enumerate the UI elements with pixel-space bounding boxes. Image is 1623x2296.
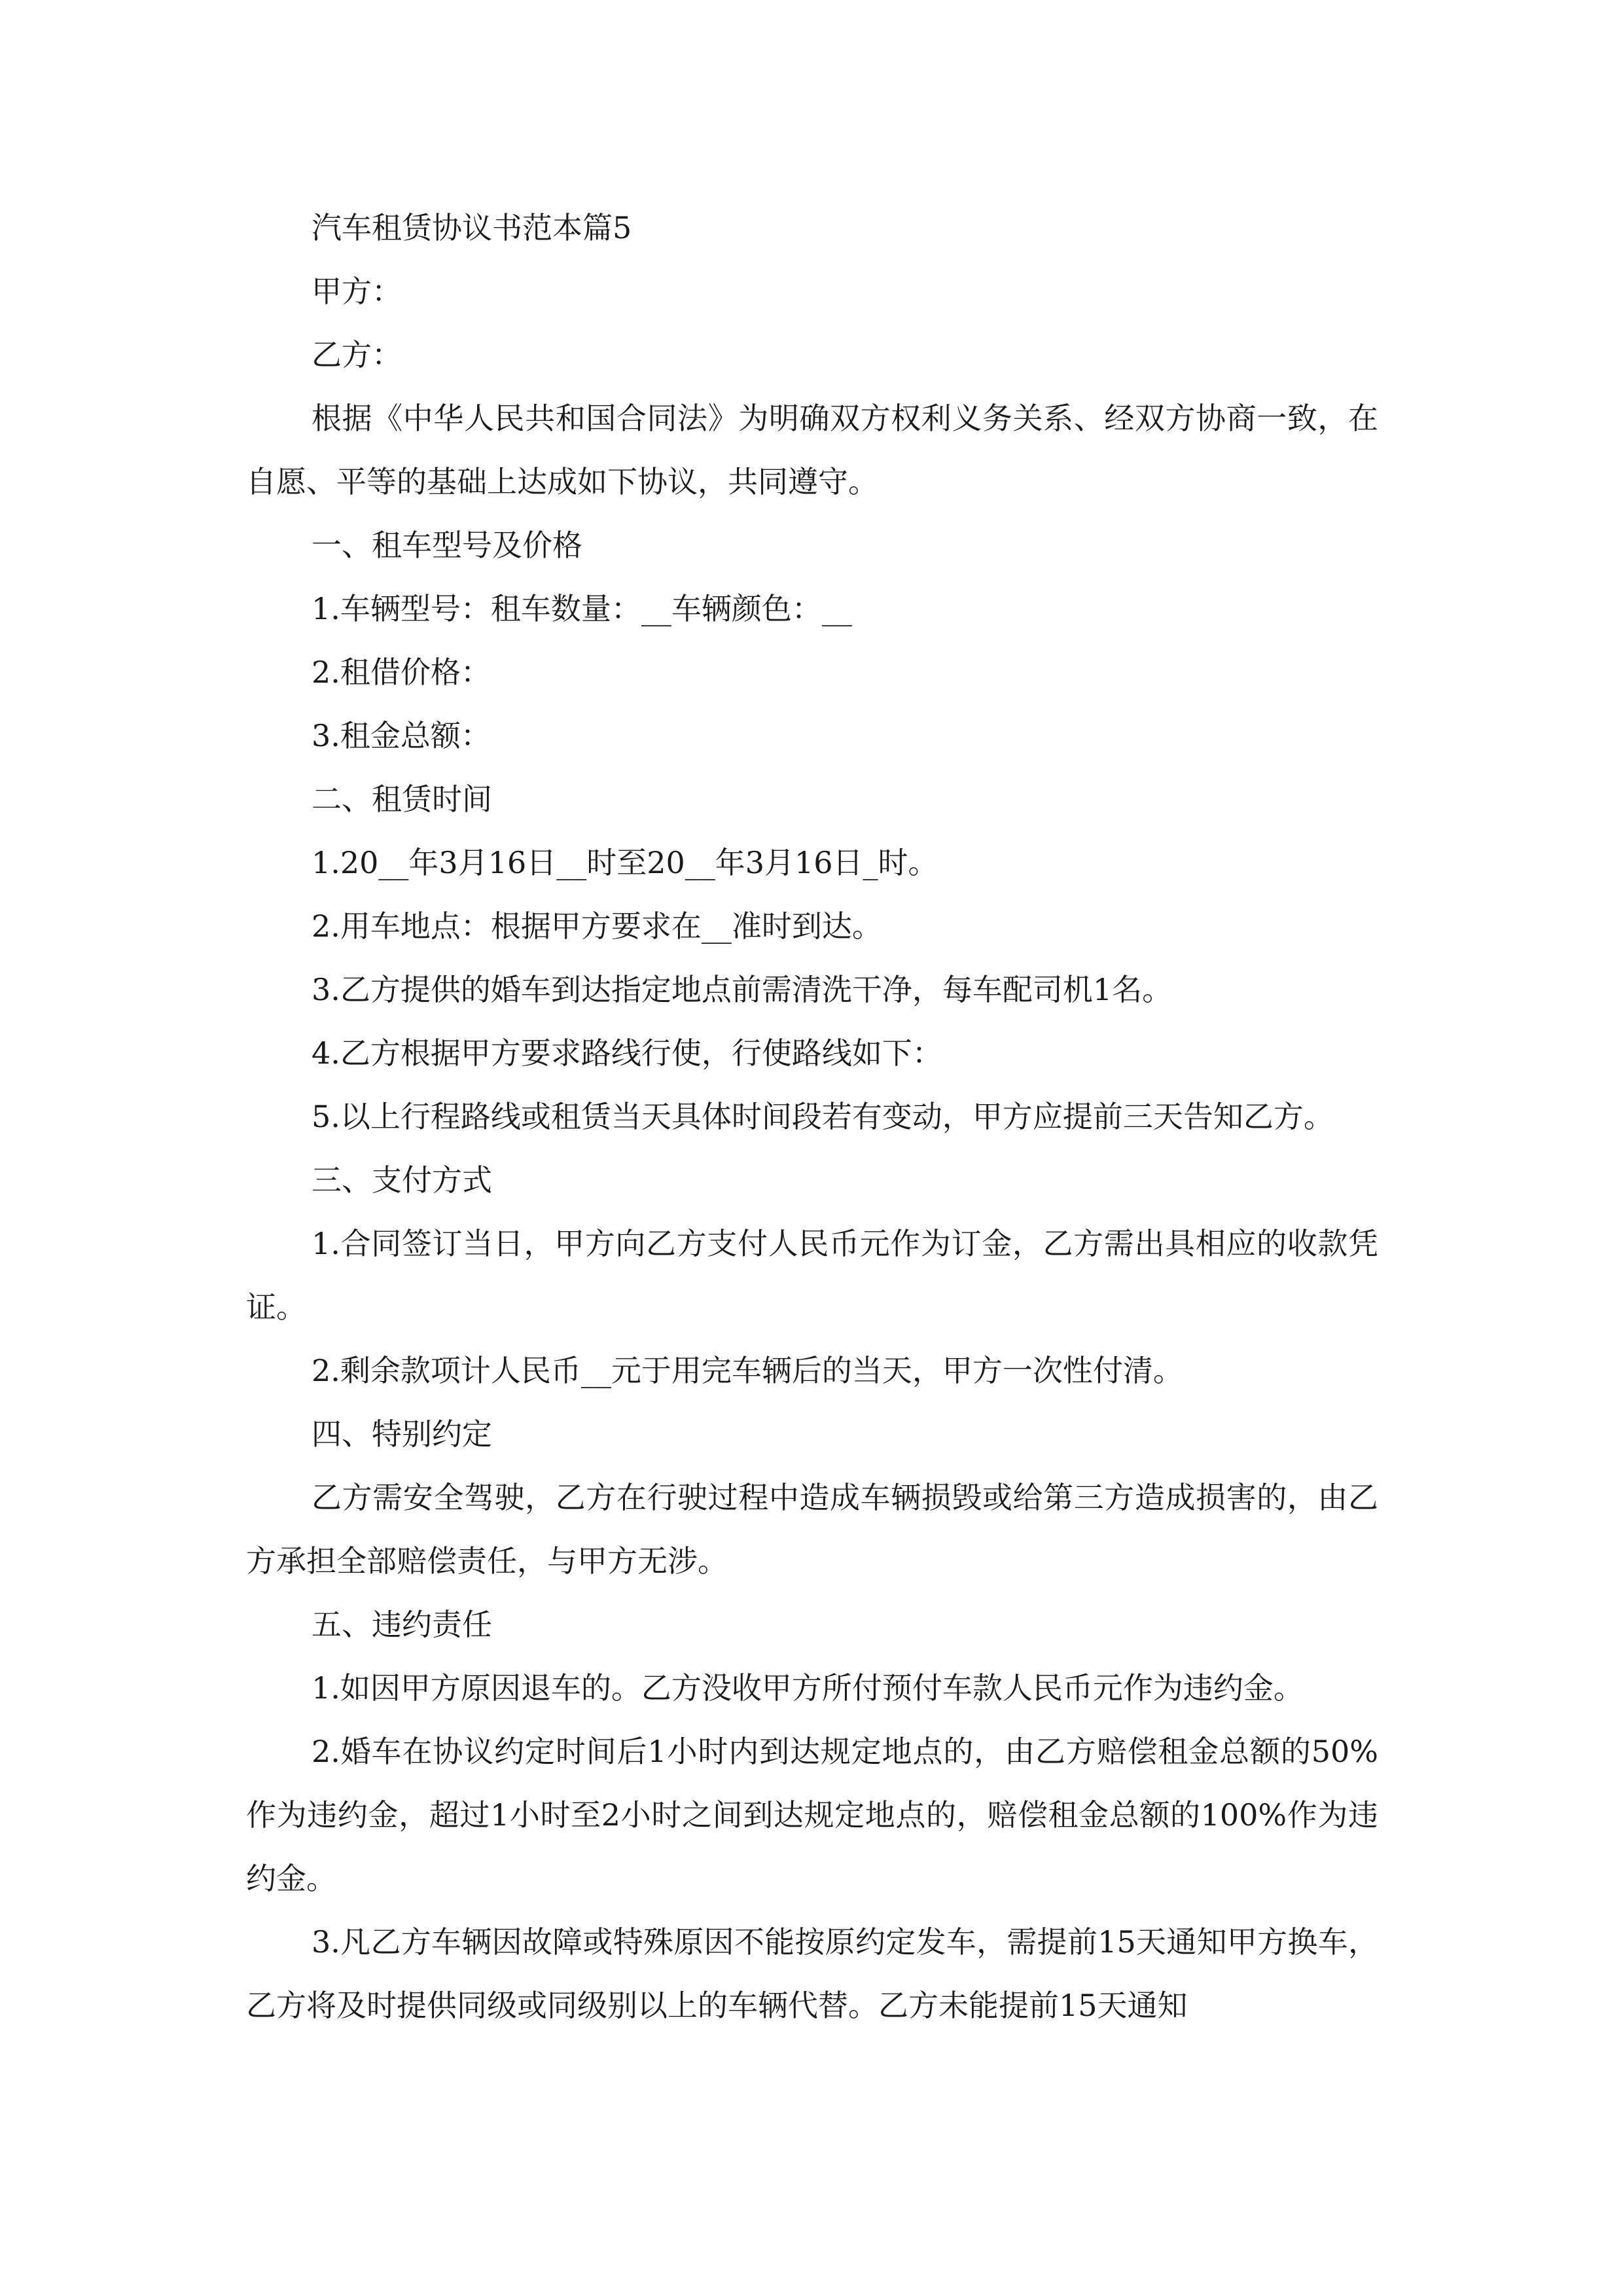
- clause-2-2: 2.用车地点：根据甲方要求在__准时到达。: [312, 908, 882, 944]
- clause-5-2: 2.婚车在协议约定时间后1小时内到达规定地点的，由乙方赔偿租金总额的50%作为违约金，超过1小时至2小时之间到达规定地点的，赔偿租金总额的100%作为违约金。: [246, 1734, 1378, 1896]
- document-body: [246, 196, 1378, 2037]
- clause-1-1: 1.车辆型号：租车数量：__车辆颜色：__: [312, 591, 852, 626]
- clause-3-2: 2.剩余款项计人民币__元于用完车辆后的当天，甲方一次性付清。: [312, 1353, 1183, 1388]
- section-heading-3: 三、支付方式: [312, 1162, 492, 1198]
- clause-5-3: 3.凡乙方车辆因故障或特殊原因不能按原约定发车，需提前15天通知甲方换车，乙方将及时提供同级或同级别以上的车辆代替。乙方未能提前15天通知: [246, 1924, 1378, 2023]
- clause-4-body: 乙方需安全驾驶，乙方在行驶过程中造成车辆损毁或给第三方造成损害的，由乙方承担全部赔偿责任，与甲方无涉。: [246, 1480, 1378, 1579]
- clause-2-1: 1.20__年3月16日__时至20__年3月16日_时。: [312, 845, 938, 880]
- party-b-line: 乙方：: [312, 337, 402, 372]
- clause-2-4: 4.乙方根据甲方要求路线行使，行使路线如下：: [312, 1035, 942, 1071]
- clause-2-5: 5.以上行程路线或租赁当天具体时间段若有变动，甲方应提前三天告知乙方。: [312, 1099, 1334, 1134]
- preamble-paragraph: 根据《中华人民共和国合同法》为明确双方权利义务关系、经双方协商一致，在自愿、平等的基础上达成如下协议，共同遵守。: [246, 401, 1378, 499]
- section-heading-2: 二、租赁时间: [312, 781, 492, 817]
- section-heading-1: 一、租车型号及价格: [312, 528, 582, 563]
- clause-1-2: 2.租借价格：: [312, 655, 491, 690]
- party-a-line: 甲方：: [312, 274, 402, 309]
- clause-2-3: 3.乙方提供的婚车到达指定地点前需清洗干净，每车配司机1名。: [312, 972, 1173, 1007]
- section-heading-5: 五、违约责任: [312, 1607, 492, 1642]
- clause-1-3: 3.租金总额：: [312, 718, 491, 753]
- document-title: 汽车租赁协议书范本篇5: [312, 210, 632, 245]
- clause-3-1: 1.合同签订当日，甲方向乙方支付人民币元作为订金，乙方需出具相应的收款凭证。: [246, 1226, 1378, 1325]
- clause-5-1: 1.如因甲方原因退车的。乙方没收甲方所付预付车款人民币元作为违约金。: [312, 1670, 1304, 1706]
- section-heading-4: 四、特别约定: [312, 1416, 492, 1452]
